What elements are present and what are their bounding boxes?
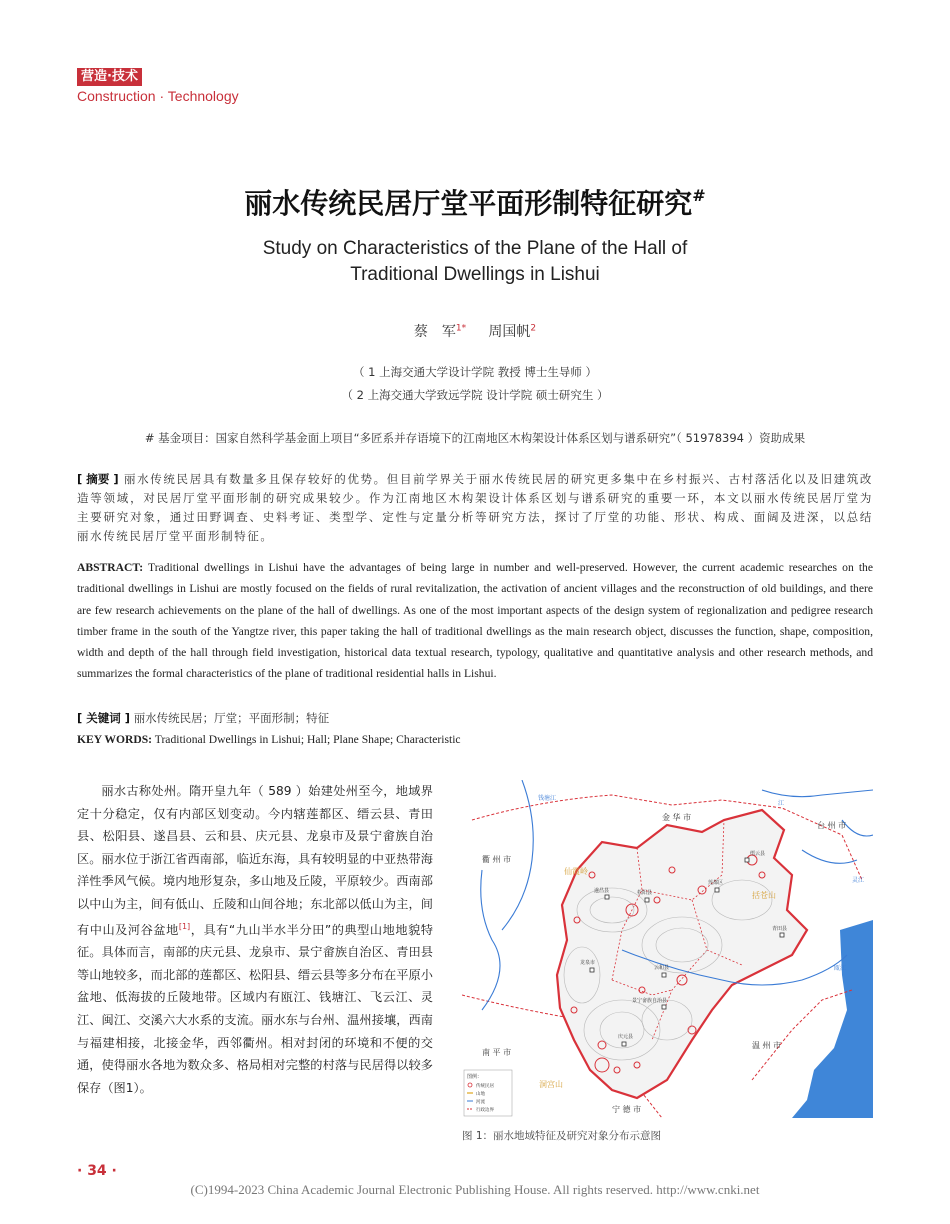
fund-note: # 基金项目：国家自然科学基金面上项目“多匠系并存语境下的江南地区木构架设计体系区划与谱系研究”（ 51978394 ）资助成果 [144,431,806,445]
page-number: · 34 · [77,1163,117,1179]
body-text-b: ，具有“九山半水半分田”的典型山地地貌特征。具体而言，南部的庆元县、龙泉市、景宁畲族自治区、青田县等山地较多，而北部的莲都区、松阳县、缙云县等多分布在平原小盆地、低海拔的丘陵地带。区域内有瓯江、钱塘江、飞云江、灵江、闽江、交溪六大水系的支流。丽水东与台州、温州接壤，西南与福建相接，北接金华，西邻衢州。相对封闭的环境和不便的交通，使得丽水各地为数众多、格局相对完整的村落与民居得以较多保存（图1）。 [77,922,433,1095]
affiliation-2: （ 2 上海交通大学致远学院 设计学院 硕士研究生 ） [341,388,609,402]
abstract-cn-text: 丽水传统民居具有数量多且保存较好的优势。但目前学界关于丽水传统民居的研究更多集中在乡村振兴、古村落活化以及旧建筑改造等领域，对民居厅堂平面形制的研究成果较少。作为江南地区木构架设计体系区划与谱系研究的重要一环，本文以丽水传统民居厅堂为主要研究对象，通过田野调查、史料考证、类型学、定性与定量分析等研究方法，探讨了厅堂的功能、形状、构成、面阔及进深，以总结丽水传统民居厅堂平面形制特征。 [77,472,873,543]
affiliation-1: （ 1 上海交通大学设计学院 教授 博士生导师 ） [352,365,598,379]
legend-item-0: 传统民居 [476,1084,494,1089]
label-ningde: 宁 德 市 [612,1105,642,1114]
keywords-en [77,733,873,746]
label-jingning: 景宁畲族自治县 [632,998,668,1004]
author-1-sup: 1* [455,323,467,334]
author-1: 蔡 军 [413,324,456,340]
label-dongong: 洞宫山 [539,1080,563,1089]
map-legend [464,1070,512,1116]
title-fund-mark: # [692,186,706,205]
label-taizhou: 台 州 市 [817,821,847,830]
author-line [0,321,950,341]
abstract-en-text: Traditional dwellings in Lishui have the advantages of being large in number and well-preserved. However, the current academic researches on the traditional dwellings in Lishui are mostly focused on the fields of rural revitalization, the activation of ancient villages and the reconstruction of old buildings, and there are few research achievements on the plane of the hall of dwellings. As one of the most important aspects of the design system of regionalization and pedigree research timber frame in the south of the Yangtze river, this paper taking the hall of traditional dwellings as the main research object, discusses the function, shape, composition, width and depth of the hall through field investigation, historical data textual research, typology, qualitative and quantitative analysis and other research methods, and summarizes the formal characteristics of the plane of traditional residential halls in Lishui. [77,561,873,681]
label-qingtian: 青田县 [772,926,788,932]
abstract-cn [77,470,873,546]
article-title-en [0,236,950,288]
title-cn-text: 丽水传统民居厅堂平面形制特征研究 [244,187,693,220]
legend-title: 图例： [467,1074,483,1080]
body-paragraph [77,780,433,1099]
label-qingyuan: 庆元县 [618,1034,634,1040]
keywords-cn-label: [ 关键词 ] [77,711,131,725]
abstract-en [77,557,873,685]
title-en-line2: Traditional Dwellings in Lishui [350,264,600,285]
label-liandu: 莲都区 [708,880,724,886]
label-kuocang: 括苍山 [752,891,776,900]
section-tag-cn: 营造·技术 [77,68,142,86]
legend-item-1: 山地 [476,1092,485,1097]
legend-item-2: 河流 [476,1100,485,1105]
label-jinyun: 缙云县 [750,851,766,857]
lishui-map-figure [462,780,873,1118]
label-jinhua: 金 华 市 [662,813,692,822]
label-oujiang: 瓯江 [834,965,847,972]
legend-item-3: 行政边界 [476,1108,494,1113]
body-text-a: 丽水古称处州。隋开皇九年（ 589 ）始建处州至今，地域界定十分稳定，仅有内部区划变动。今内辖莲都区、缙云县、青田县、松阳县、遂昌县、云和县、庆元县、龙泉市及景宁畲族自治区。丽水位于浙江省西南部，临近东海，具有较明显的中亚热带海洋性季风气候。境内地形复杂，多山地及丘陵，平原较少。西南部以中山为主，间有低山、丘陵和山间谷地；东北部以低山为主，间有中山及河谷盆地 [77,784,433,937]
abstract-en-label: ABSTRACT: [77,561,144,574]
label-yunhe: 云和县 [654,965,670,971]
figure-caption: 图 1：丽水地域特征及研究对象分布示意图 [462,1130,662,1142]
keywords-cn [77,710,873,726]
author-2: 周国帆 [488,324,531,340]
keywords-cn-text: 丽水传统民居；厅堂；平面形制；特征 [133,711,330,725]
label-nanping: 南 平 市 [482,1048,512,1057]
section-tag-en: Construction · Technology [77,88,239,104]
label-jiang: 江 [778,800,785,807]
label-quzhou: 衢 州 市 [482,855,512,864]
abstract-cn-label: [ 摘要 ] [77,472,119,486]
copyright-line: (C)1994-2023 China Academic Journal Electronic Publishing House. All rights reserved. http://www.cnki.net [190,1182,760,1197]
keywords-en-label: KEY WORDS: [77,733,153,746]
title-en-line1: Study on Characteristics of the Plane of the Hall of [262,238,688,259]
label-lingjiang: 灵江 [852,877,865,884]
label-longquan: 龙泉市 [580,960,596,966]
label-xianxia: 仙霞岭 [564,867,588,876]
label-suichang: 遂昌县 [594,888,610,894]
label-qiantang: 钱塘江 [538,795,557,802]
label-wenzhou: 温 州 市 [752,1041,782,1050]
article-title-cn [0,182,950,222]
body-citation: [1] [178,921,191,931]
author-2-sup: 2 [530,323,537,334]
keywords-en-text: Traditional Dwellings in Lishui; Hall; Plane Shape; Characteristic [154,733,461,746]
label-songyang: 松阳县 [637,890,653,896]
